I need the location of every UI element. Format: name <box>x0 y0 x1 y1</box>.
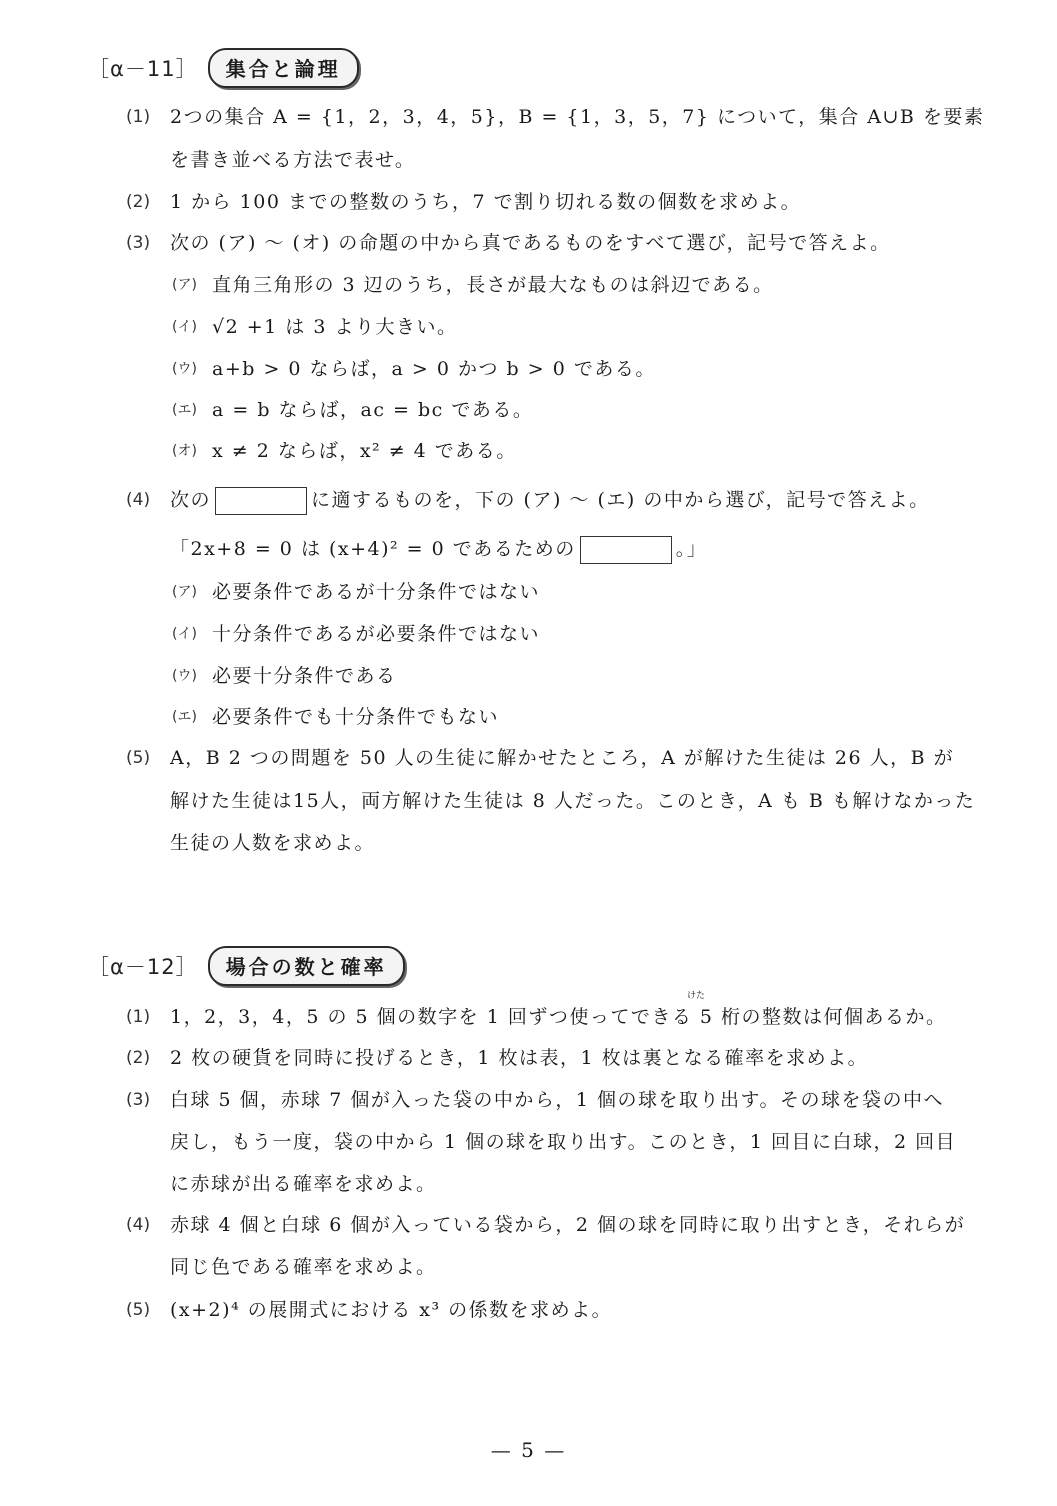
question-text: 赤球 4 個と白球 6 個が入っている袋から，2 個の球を同時に取り出すとき，それらが <box>170 1214 966 1236</box>
statement-part: 。」 <box>675 538 708 560</box>
question-number: (3) <box>126 233 151 253</box>
option-text: 十分条件であるが必要条件ではない <box>212 623 541 645</box>
section-header-12 <box>88 948 405 984</box>
question-number: (4) <box>126 490 151 510</box>
section-title: 場合の数と確率 <box>208 946 405 986</box>
page-number: — 5 — <box>490 1438 567 1462</box>
question-text: 1，2，3，4，5 の 5 個の数字を 1 回ずつ使ってできる 5 桁の整数は何個あるか。 <box>170 1006 947 1028</box>
section-header-11 <box>88 50 359 86</box>
option-text: a+b > 0 ならば，a > 0 かつ b > 0 である。 <box>212 358 656 380</box>
statement-text <box>170 535 707 564</box>
option-mark: (ウ) <box>172 668 197 684</box>
section-label: ［α－12］ <box>88 955 198 979</box>
option-text: 必要十分条件である <box>212 665 397 687</box>
question-text: (x+2)⁴ の展開式における x³ の係数を求めよ。 <box>170 1299 613 1321</box>
option-mark: (イ) <box>172 626 197 642</box>
option-mark: (イ) <box>172 319 197 335</box>
option-mark: (エ) <box>172 709 197 725</box>
option-mark: (ア) <box>172 277 197 293</box>
question-text: 2つの集合 A = {1，2，3，4，5}，B = {1，3，5，7} について，集合 A∪B を要素 <box>170 106 985 128</box>
option-text: 必要条件であるが十分条件ではない <box>212 581 541 603</box>
question-text: に赤球が出る確率を求めよ。 <box>170 1173 437 1195</box>
question-text <box>170 486 930 515</box>
question-text: 次の (ア) ～ (オ) の命題の中から真であるものをすべて選び，記号で答えよ。 <box>170 232 891 254</box>
answer-blank <box>580 536 672 564</box>
question-text: 戻し，もう一度，袋の中から 1 個の球を取り出す。このとき，1 回目に白球，2 回目 <box>170 1131 957 1153</box>
statement-part: 「2x+8 = 0 は (x+4)² = 0 であるための <box>170 538 576 560</box>
question-text: 同じ色である確率を求めよ。 <box>170 1256 437 1278</box>
option-mark: (オ) <box>172 443 197 459</box>
section-label: ［α－11］ <box>88 57 198 81</box>
question-text: 生徒の人数を求めよ。 <box>170 832 376 854</box>
question-text-part: に適するものを，下の (ア) ～ (エ) の中から選び，記号で答えよ。 <box>311 489 930 511</box>
question-number: (4) <box>126 1215 151 1235</box>
option-text: x ≠ 2 ならば，x² ≠ 4 である。 <box>212 440 517 462</box>
question-text: A，B 2 つの問題を 50 人の生徒に解かせたところ，A が解けた生徒は 26 人，B が <box>170 747 955 769</box>
option-text: √2 +1 は 3 より大きい。 <box>212 316 458 338</box>
question-text: 解けた生徒は15人，両方解けた生徒は 8 人だった。このとき，A も B も解けなかった <box>170 790 976 812</box>
question-number: (2) <box>126 192 151 212</box>
section-title: 集合と論理 <box>208 48 359 88</box>
question-text: 2 枚の硬貨を同時に投げるとき，1 枚は表，1 枚は裏となる確率を求めよ。 <box>170 1047 869 1069</box>
ruby-annotation: けた <box>687 991 706 1001</box>
question-text: 白球 5 個，赤球 7 個が入った袋の中から，1 個の球を取り出す。その球を袋の中へ <box>170 1089 944 1111</box>
question-number: (5) <box>126 748 151 768</box>
option-mark: (ア) <box>172 584 197 600</box>
answer-blank <box>215 487 307 515</box>
option-text: 必要条件でも十分条件でもない <box>212 706 500 728</box>
question-number: (2) <box>126 1048 151 1068</box>
question-number: (1) <box>126 1007 151 1027</box>
question-text: 1 から 100 までの整数のうち，7 で割り切れる数の個数を求めよ。 <box>170 191 802 213</box>
question-number: (3) <box>126 1090 151 1110</box>
question-number: (1) <box>126 107 151 127</box>
question-text-part: 次の <box>170 489 212 511</box>
option-text: 直角三角形の 3 辺のうち，長さが最大なものは斜辺である。 <box>212 274 774 296</box>
option-mark: (エ) <box>172 402 197 418</box>
question-text: を書き並べる方法で表せ。 <box>170 149 416 171</box>
option-text: a = b ならば，ac = bc である。 <box>212 399 534 421</box>
option-mark: (ウ) <box>172 361 197 377</box>
question-number: (5) <box>126 1300 151 1320</box>
